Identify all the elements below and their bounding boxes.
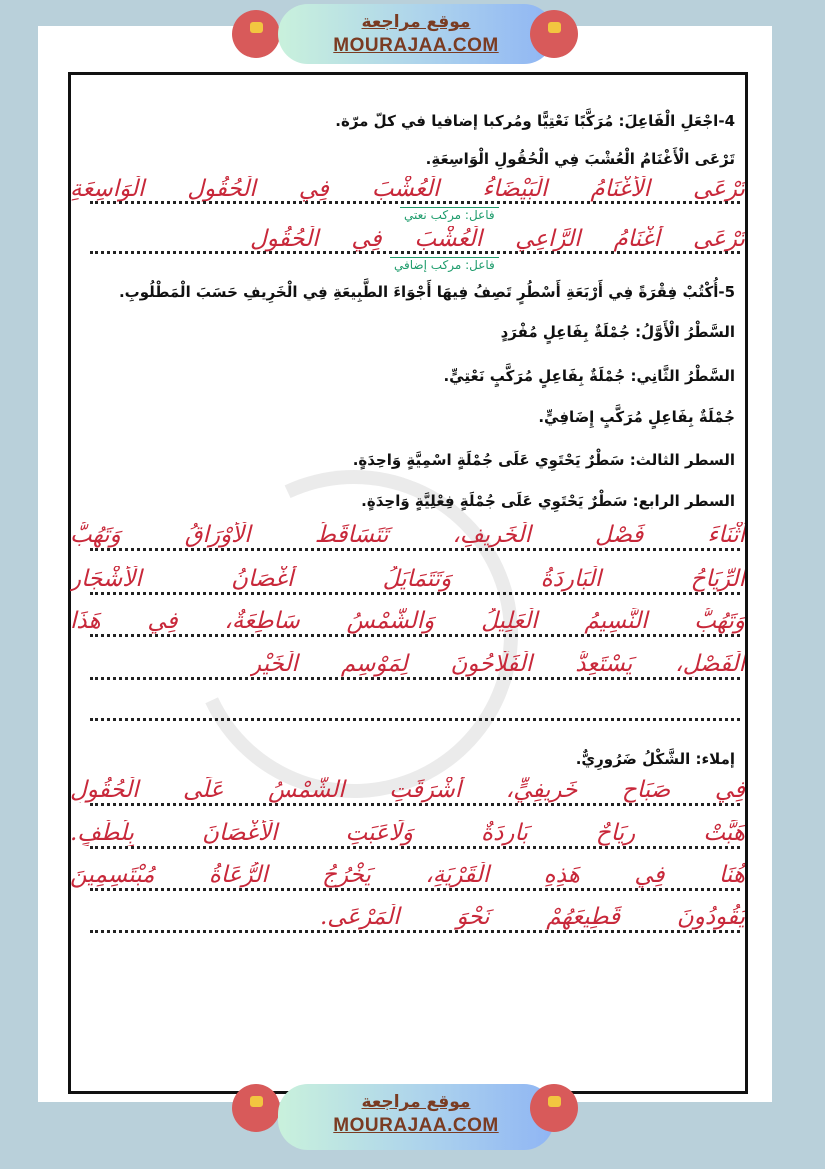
answer-line: [90, 592, 740, 595]
exercise4-instruction: 4-اجْعَلِ الْفَاعِلَ: مُرَكَّبًا نَعْتِيًّا ومُركبا إضافيا في كلّ مرّة.: [335, 112, 735, 130]
site-name-arabic: موقع مراجعة: [361, 12, 471, 32]
answer-line: [90, 846, 740, 849]
handwritten-answer: تَرْعَى أَغْنَامُ الرَّاعِي الْعُشْبَ فِي الْحُقُولِ: [250, 226, 745, 252]
criterion: السَّطْرُ الْأَوَّلُ: جُمْلَةٌ بِفَاعِلٍ مُفْرَدٍ: [500, 323, 735, 341]
handwritten-answer: الرِّيَاحُ الْبَارِدَةُ وَتَتَمَايَلُ أَغْصَانُ الْأَشْجَارِ: [70, 566, 745, 592]
answer-line: [90, 803, 740, 806]
dictation-title: إملاء: الشَّكْلُ ضَرُورِيٌّ.: [575, 750, 735, 768]
handwritten-answer: هَبَّتْ رِيَاحٌ بَارِدَةٌ وَلَاعَبَتِ الْأَغْصَانَ بِلُطْفٍ.: [70, 820, 745, 846]
criterion: السطر الثالث: سَطْرٌ يَحْتَوِي عَلَى جُمْلَةٍ اسْمِيَّةٍ وَاحِدَةٍ.: [352, 451, 735, 469]
site-banner-top[interactable]: [278, 4, 554, 64]
site-logo-left: [232, 10, 280, 58]
handwritten-answer: وَتَهُبُّ النَّسِيمُ الْعَلِيلُ وَالشَّمْسُ سَاطِعَةٌ، فِي هَذَا: [70, 608, 745, 634]
handwritten-answer: هُنَا فِي هَذِهِ الْقَرْيَةِ، يَخْرُجُ الرُّعَاةُ مُبْتَسِمِينَ: [70, 862, 745, 888]
answer-line: [90, 677, 740, 680]
site-name-latin: MOURAJAA.COM: [333, 1115, 499, 1136]
answer-line: [90, 888, 740, 891]
book-icon: [250, 22, 263, 33]
answer-line: [90, 251, 740, 254]
handwritten-answer: فِي صَبَاحٍ خَرِيفِيٍّ، أَشْرَقَتِ الشَّمْسُ عَلَى الْحُقُولِ: [70, 777, 745, 803]
book-icon: [548, 22, 561, 33]
site-name-latin: MOURAJAA.COM: [333, 35, 499, 56]
answer-line: [90, 718, 740, 721]
handwritten-answer: يَقُودُونَ قَطِيعَهُمْ نَحْوَ الْمَرْعَى.: [320, 904, 745, 930]
handwritten-answer: تَرْعَى الْأَغْنَامُ الْبَيْضَاءُ الْعُشْبَ فِي الْحُقُولِ الْوَاسِعَةِ: [70, 176, 745, 202]
exercise5-instruction: 5-أُكْتُبْ فِقْرَةً فِي أَرْبَعَةِ أَسْطُرٍ تَصِفُ فِيهَا أَجْوَاءَ الطَّبِيعَةِ فِي الْخَرِيفِ حَسَبَ الْمَطْلُوبِ.: [118, 283, 735, 301]
site-logo-right-bottom: [530, 1084, 578, 1132]
site-logo-right: [530, 10, 578, 58]
site-banner-bottom[interactable]: [278, 1084, 554, 1150]
annotation-note: فاعل: مركب إضافي: [390, 257, 499, 272]
site-logo-left-bottom: [232, 1084, 280, 1132]
criterion: السطر الرابع: سَطْرٌ يَحْتَوِي عَلَى جُمْلَةٍ فِعْلِيَّةٍ وَاحِدَةٍ.: [361, 492, 735, 510]
book-icon: [250, 1096, 263, 1107]
criterion: السَّطْرُ الثَّانِي: جُمْلَةٌ بِفَاعِلٍ مُرَكَّبٍ نَعْتِيٍّ.: [443, 367, 735, 385]
site-name-arabic: موقع مراجعة: [361, 1092, 471, 1112]
answer-line: [90, 548, 740, 551]
answer-line: [90, 201, 740, 204]
answer-line: [90, 930, 740, 933]
handwritten-answer: الْفَصْلِ، يَسْتَعِدُّ الْفَلَّاحُونَ لِمَوْسِمِ الْخَيْرِ: [250, 651, 745, 677]
exercise4-sentence: تَرْعَى الْأَغْنَامُ الْعُشْبَ فِي الْحُقُولِ الْوَاسِعَةِ.: [425, 150, 735, 168]
answer-line: [90, 634, 740, 637]
handwritten-answer: أَثْنَاءَ فَصْلِ الْخَرِيفِ، تَتَسَاقَطُ الْأَوْرَاقُ وَتَهُبُّ: [70, 522, 745, 548]
annotation-note: فاعل: مركب نعتي: [400, 207, 499, 222]
book-icon: [548, 1096, 561, 1107]
criterion: جُمْلَةٌ بِفَاعِلٍ مُرَكَّبٍ إِضَافِيٍّ.: [538, 408, 735, 426]
